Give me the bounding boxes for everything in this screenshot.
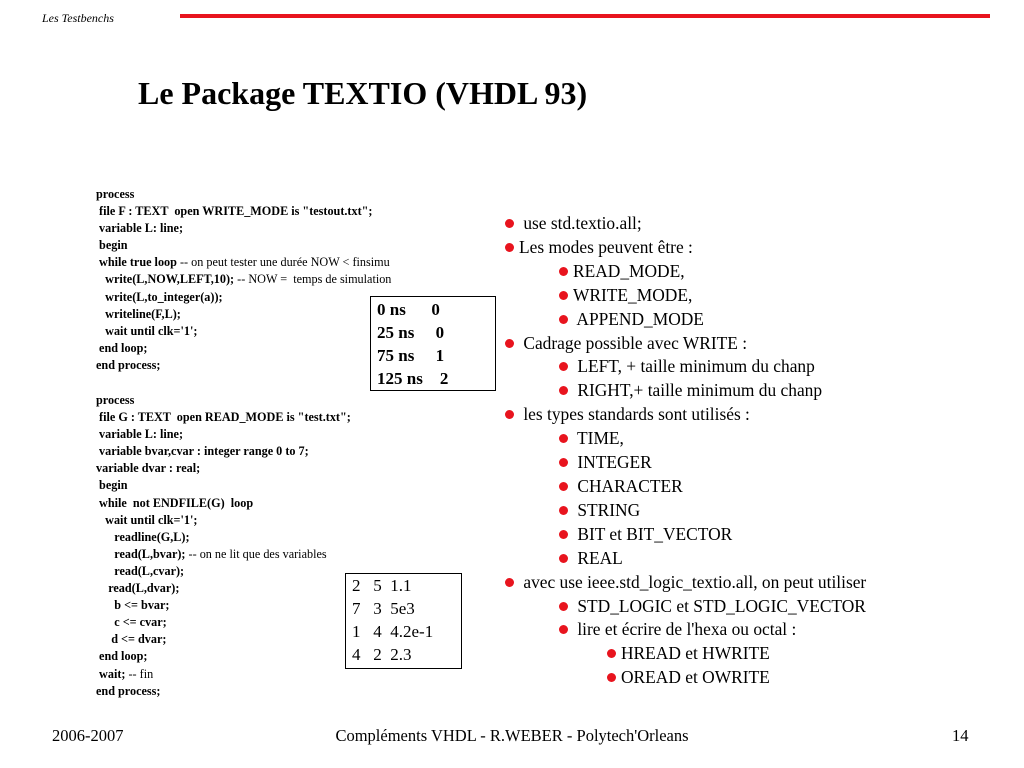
footer-page-number: 14 [952,726,969,745]
bullet-dot-icon [559,482,568,491]
output-line: 125 ns 2 [377,369,449,388]
bullet-dot-icon [607,649,616,658]
bullet-item: HREAD et HWRITE [505,642,1015,666]
bullet-dot-icon [559,530,568,539]
code-line: wait; [96,666,126,681]
bullet-dot-icon [559,434,568,443]
bullet-item: RIGHT,+ taille minimum du chanp [505,379,1015,403]
bullet-item: CHARACTER [505,475,1015,499]
code-line: write(L,NOW,LEFT,10); [96,272,235,287]
bullet-item: avec use ieee.std_logic_textio.all, on peut utiliser [505,571,1015,595]
code-line: b <= bvar; [96,598,170,613]
bullet-item: OREAD et OWRITE [505,666,1015,690]
bullet-dot-icon [607,673,616,682]
bullet-dot-icon [505,410,514,419]
input-line: 4 2 2.3 [352,645,412,664]
bullet-dot-icon [559,458,568,467]
bullet-item: APPEND_MODE [505,308,1015,332]
bullet-dot-icon [559,315,568,324]
bullet-dot-icon [559,554,568,563]
bullet-dot-icon [559,291,568,300]
code-block-write [96,186,391,374]
bullet-item: lire et écrire de l'hexa ou octal : [505,618,1015,642]
code-comment: -- on peut tester une durée NOW < finsimu [176,255,390,270]
footer-course: Compléments VHDL - R.WEBER - Polytech'Orleans [335,726,689,745]
code-line: process [96,187,135,201]
input-file-box [345,573,462,669]
code-line: process [96,393,135,407]
header-rule [180,14,990,18]
code-line: file F : TEXT open WRITE_MODE is "testout.txt"; [96,204,373,219]
bullet-item: INTEGER [505,451,1015,475]
code-line: writeline(F,L); [96,306,181,321]
bullet-dot-icon [505,339,514,348]
bullet-item: Les modes peuvent être : [505,236,1015,260]
bullet-item: REAL [505,547,1015,571]
bullet-item: LEFT, + taille minimum du chanp [505,355,1015,379]
bullet-dot-icon [505,578,514,587]
bullet-item: use std.textio.all; [505,212,1015,236]
bullet-item: READ_MODE, [505,260,1015,284]
bullet-dot-icon [559,362,568,371]
code-line: readline(G,L); [96,529,190,544]
code-comment: -- fin [125,666,154,681]
code-line: begin [96,478,128,493]
bullet-item: TIME, [505,427,1015,451]
code-line: end process; [96,683,161,698]
bullet-dot-icon [559,506,568,515]
bullet-item: STD_LOGIC et STD_LOGIC_VECTOR [505,595,1015,619]
code-line: begin [96,238,128,253]
bullet-dot-icon [559,602,568,611]
code-line: variable dvar : real; [96,461,201,476]
bullet-item: BIT et BIT_VECTOR [505,523,1015,547]
bullet-item: Cadrage possible avec WRITE : [505,332,1015,356]
bullet-item: les types standards sont utilisés : [505,403,1015,427]
bullet-list [505,212,1015,690]
footer-year: 2006-2007 [52,726,124,745]
code-line: variable bvar,cvar : integer range 0 to 7; [96,444,309,459]
code-line: read(L,cvar); [96,563,185,578]
bullet-dot-icon [559,267,568,276]
output-line: 25 ns 0 [377,323,445,342]
code-line: read(L,bvar); [96,546,186,561]
code-line: file G : TEXT open READ_MODE is "test.txt"; [96,410,351,425]
bullet-dot-icon [559,625,568,634]
bullet-dot-icon [559,386,568,395]
code-line: wait until clk='1'; [96,512,198,527]
code-line: variable L: line; [96,427,183,442]
code-comment: -- NOW = temps de simulation [234,272,392,287]
output-line: 0 ns 0 [377,300,440,319]
code-line: wait until clk='1'; [96,323,198,338]
bullet-item: STRING [505,499,1015,523]
output-line: 75 ns 1 [377,346,445,365]
code-line: while true loop [96,255,177,270]
input-line: 7 3 5e3 [352,599,415,618]
code-line: write(L,to_integer(a)); [96,289,223,304]
code-line: end loop; [96,340,148,355]
input-line: 2 5 1.1 [352,576,412,595]
output-file-box [370,296,496,391]
code-line: variable L: line; [96,221,183,236]
header-label: Les Testbenchs [42,11,114,25]
bullet-dot-icon [505,243,514,252]
code-line: read(L,dvar); [96,581,180,596]
code-line: c <= cvar; [96,615,167,630]
slide-title: Le Package TEXTIO (VHDL 93) [138,75,588,111]
code-line: d <= dvar; [96,632,167,647]
bullet-dot-icon [505,219,514,228]
code-block-read [96,392,351,700]
code-comment: -- on ne lit que des variables [185,546,327,561]
input-line: 1 4 4.2e-1 [352,622,434,641]
bullet-item: WRITE_MODE, [505,284,1015,308]
code-line: end loop; [96,649,148,664]
code-line: end process; [96,357,161,372]
code-line: while not ENDFILE(G) loop [96,495,254,510]
